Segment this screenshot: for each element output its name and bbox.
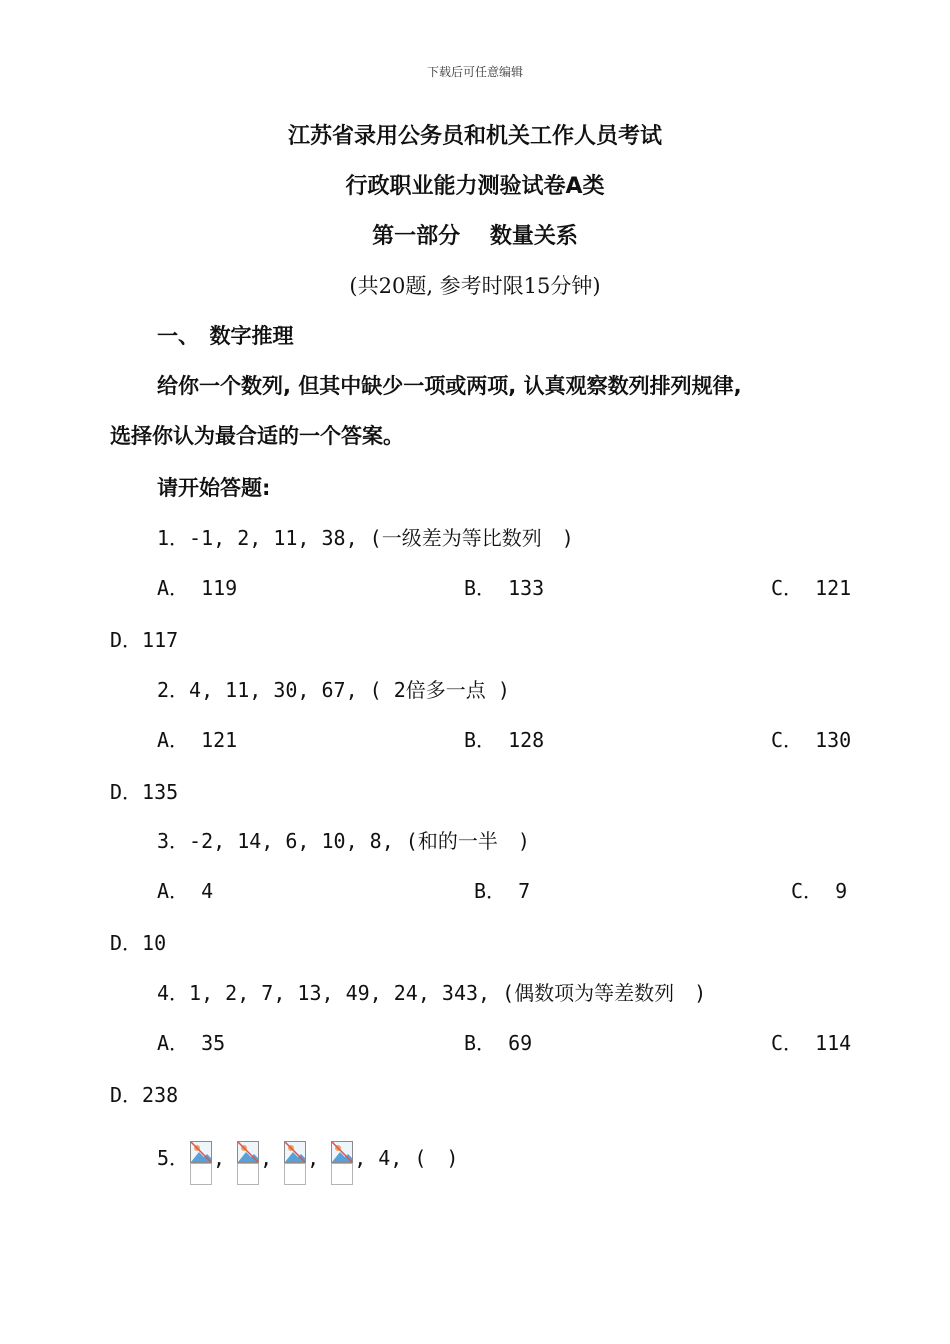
- broken-image-icon: [190, 1141, 212, 1185]
- question-4-stem: 4．1, 2, 7, 13, 49, 24, 343, (偶数项为等差数列 ): [157, 981, 707, 1005]
- part-info: (共20题, 参考时限15分钟): [349, 274, 601, 298]
- question-2-option-a: A． 121: [157, 728, 238, 752]
- separator: ,: [213, 1146, 226, 1170]
- question-2-option-d: D．135: [110, 780, 179, 804]
- question-4-option-a: A． 35: [157, 1031, 226, 1055]
- broken-image-icon: [331, 1141, 353, 1185]
- section-heading: 一、 数字推理: [157, 324, 294, 348]
- question-3-option-b: B． 7: [474, 879, 531, 903]
- question-3-option-d: D．10: [110, 931, 167, 955]
- question-5-stem: [157, 1136, 458, 1185]
- instruction-line-2: 选择你认为最合适的一个答案。: [110, 424, 404, 448]
- start-prompt: 请开始答题:: [157, 476, 271, 500]
- question-3-stem: 3．-2, 14, 6, 10, 8, (和的一半 ): [157, 829, 530, 853]
- header-note: 下载后可任意编辑: [426, 65, 523, 79]
- question-1-option-b: B． 133: [464, 576, 545, 600]
- question-3-option-c: C． 9: [791, 879, 848, 903]
- question-5-number: 5．: [157, 1146, 190, 1170]
- exam-title: 江苏省录用公务员和机关工作人员考试: [287, 124, 662, 149]
- question-1-stem: 1．-1, 2, 11, 38, (一级差为等比数列 ): [157, 526, 574, 550]
- question-1-option-d: D．117: [110, 628, 179, 652]
- broken-image-icon: [284, 1141, 306, 1185]
- separator: ,: [260, 1146, 273, 1170]
- question-1-option-a: A． 119: [157, 576, 238, 600]
- question-2-stem: 2．4, 11, 30, 67, ( 2倍多一点 ): [157, 678, 510, 702]
- question-2-option-b: B． 128: [464, 728, 545, 752]
- question-3-option-a: A． 4: [157, 879, 214, 903]
- question-4-option-b: B． 69: [464, 1031, 533, 1055]
- question-1-option-c: C． 121: [771, 576, 852, 600]
- exam-subtitle: 行政职业能力测验试卷A类: [345, 174, 605, 199]
- instruction-line-1: 给你一个数列, 但其中缺少一项或两项, 认真观察数列排列规律,: [157, 374, 742, 398]
- question-4-option-c: C． 114: [771, 1031, 852, 1055]
- part-title: 第一部分 数量关系: [372, 224, 578, 249]
- separator: ,: [354, 1146, 367, 1170]
- question-4-option-d: D．238: [110, 1083, 179, 1107]
- question-5-tail: 4, ( ): [378, 1146, 459, 1170]
- broken-image-icon: [237, 1141, 259, 1185]
- question-2-option-c: C． 130: [771, 728, 852, 752]
- separator: ,: [307, 1146, 320, 1170]
